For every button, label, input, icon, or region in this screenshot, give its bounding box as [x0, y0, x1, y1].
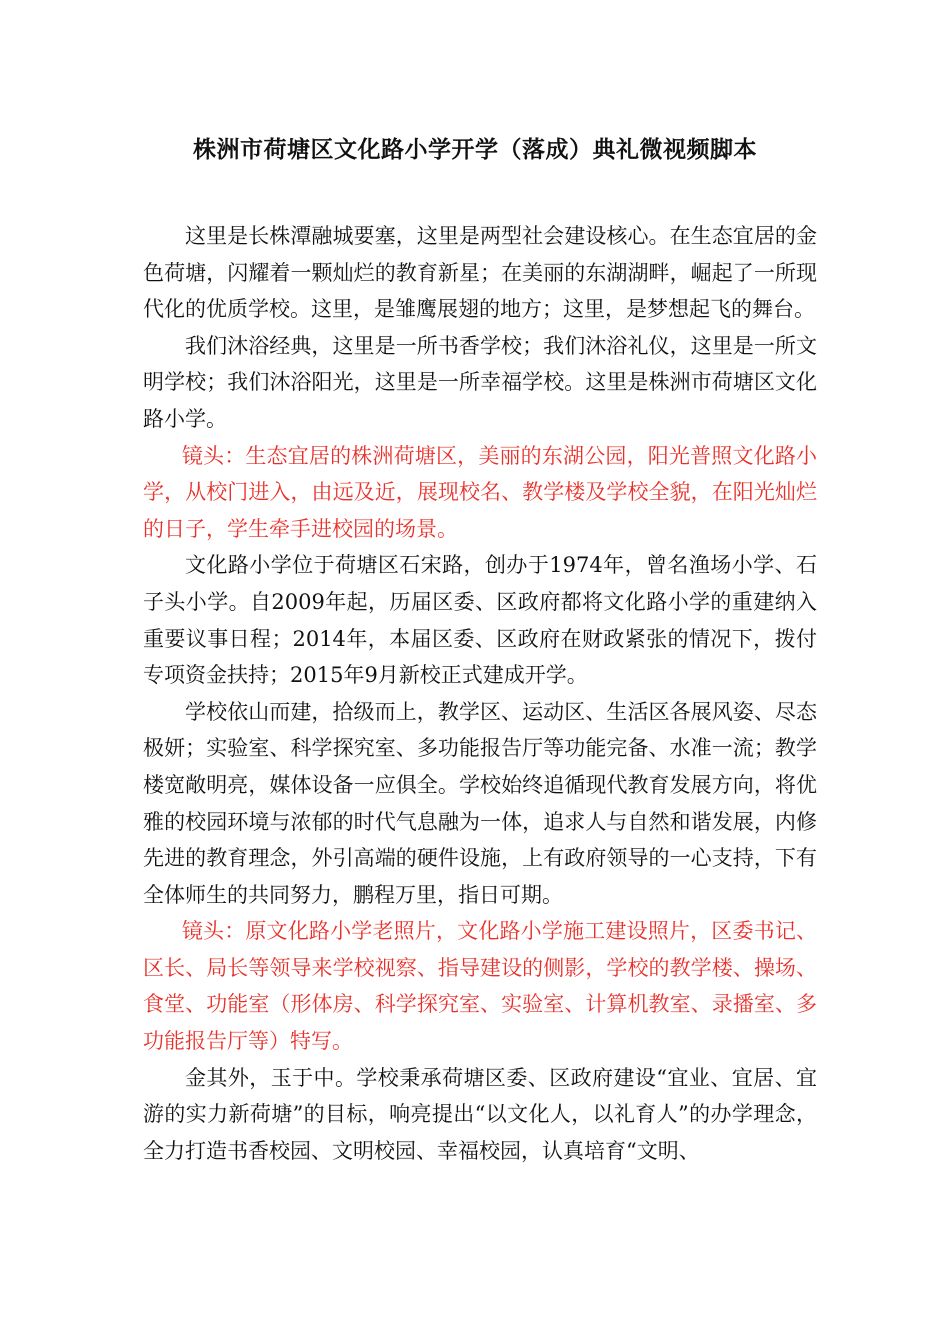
document-title: 株洲市荷塘区文化路小学开学（落成）典礼微视频脚本: [193, 137, 757, 163]
paragraph-facilities: 学校依山而建，拾级而上，教学区、运动区、生活区各展风姿、尽态极妍；实验室、科学探究室、多功能报告厅等功能完备、水准一流；教学楼宽敞明亮，媒体设备一应俱全。学校始终追循现代教育发展方向，将优雅的校园环境与浓郁的时代气息融为一体，追求人与自然和谐发展，内修先进的教育理念，外引高端的硬件设施，上有政府领导的一心支持，下有全体师生的共同努力，鹏程万里，指日可期。: [143, 699, 817, 907]
paragraph-history: 文化路小学位于荷塘区石宋路，创办于1974年，曾名渔场小学、石子头小学。自2009年起，历届区委、区政府都将文化路小学的重建纳入重要议事日程；2014年，本届区委、区政府在财政紧张的情况下，拨付专项资金扶持；2015年9月新校正式建成开学。: [143, 553, 817, 688]
paragraph-philosophy: 金其外，玉于中。学校秉承荷塘区委、区政府建设“宜业、宜居、宜游的实力新荷塘”的目标，响亮提出“以文化人，以礼育人”的办学理念，全力打造书香校园、文明校园、幸福校园，认真培育“文明、: [143, 1065, 817, 1163]
shot-direction-campus: 镜头：生态宜居的株洲荷塘区，美丽的东湖公园，阳光普照文化路小学，从校门进入，由远及近，展现校名、教学楼及学校全貌，在阳光灿烂的日子，学生牵手进校园的场景。: [143, 443, 817, 541]
paragraph-school-identity: 我们沐浴经典，这里是一所书香学校；我们沐浴礼仪，这里是一所文明学校；我们沐浴阳光，这里是一所幸福学校。这里是株洲市荷塘区文化路小学。: [143, 333, 817, 431]
paragraph-intro: 这里是长株潭融城要塞，这里是两型社会建设核心。在生态宜居的金色荷塘，闪耀着一颗灿烂的教育新星；在美丽的东湖湖畔，崛起了一所现代化的优质学校。这里，是雏鹰展翅的地方；这里，是梦想起飞的舞台。: [143, 224, 817, 322]
document-body: [143, 218, 817, 1169]
shot-direction-photos: 镜头：原文化路小学老照片，文化路小学施工建设照片，区委书记、区长、局长等领导来学校视察、指导建设的侧影，学校的教学楼、操场、食堂、功能室（形体房、科学探究室、实验室、计算机教室、录播室、多功能报告厅等）特写。: [143, 919, 817, 1054]
